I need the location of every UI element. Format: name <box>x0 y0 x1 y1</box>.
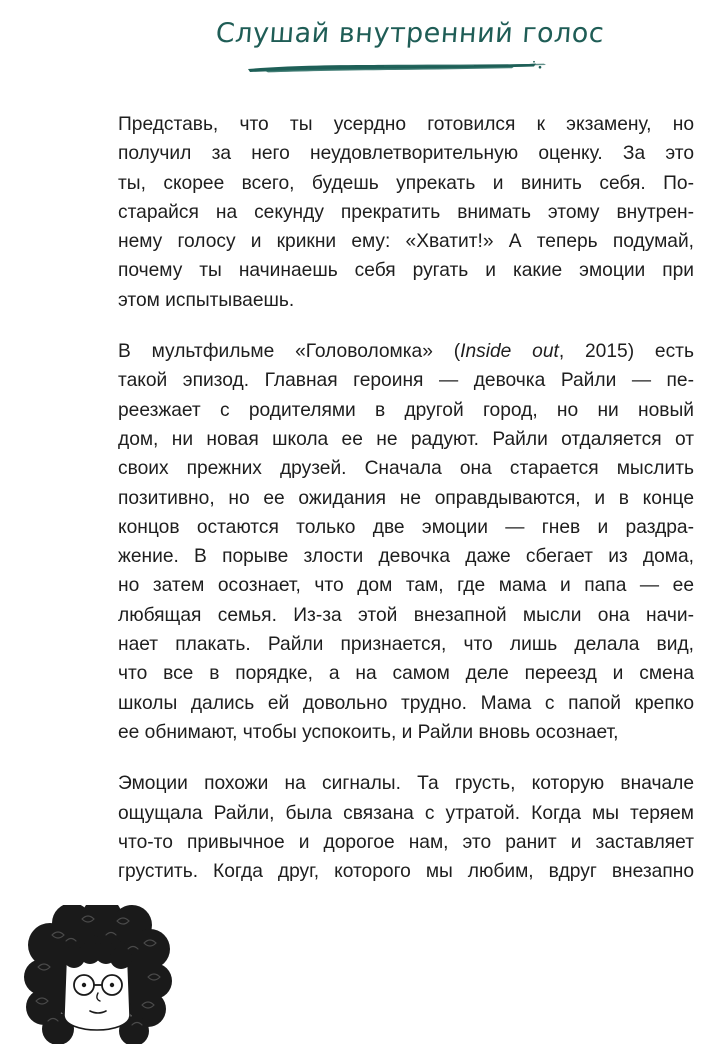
brush-underline-icon <box>244 54 550 78</box>
text-line: этом испытываешь. <box>118 289 295 311</box>
paragraph-1 <box>118 110 694 315</box>
text-line: дом, ни новая школа ее не радуют. Райли отдаляется от <box>118 428 694 450</box>
text-line: любящая семья. Из-за этой внезапной мысли она начи- <box>118 604 694 626</box>
film-title: Inside out <box>460 341 559 363</box>
section-heading: Слушай внутренний голос <box>214 18 606 49</box>
text-line <box>118 337 694 366</box>
text-line: жение. В порыве злости девочка даже сбегает из дома, <box>118 546 694 568</box>
text-line: но затем осознает, что дом там, где мама и папа — ее <box>118 575 694 597</box>
text-line: нему голосу и крикни ему: «Хватит!» А теперь подумай, <box>118 231 694 253</box>
text-line: ты, скорее всего, будешь упрекать и винить себя. По- <box>118 172 694 194</box>
body-text <box>118 110 694 908</box>
text-line: что все в порядке, а на самом деле переезд и смена <box>118 663 694 685</box>
text-line: такой эпизод. Главная героиня — девочка Райли — пе- <box>118 370 694 392</box>
text-fragment: В мультфильме «Головоломка» ( <box>118 341 461 363</box>
text-line: Эмоции похожи на сигналы. Та грусть, которую вначале <box>118 773 694 795</box>
text-line: почему ты начинаешь себя ругать и какие эмоции при <box>118 260 694 282</box>
text-line: реезжает с родителями в другой город, но ни новый <box>118 399 694 421</box>
text-fragment: , 2015) есть <box>558 341 694 363</box>
text-line: концов остаются только две эмоции — гнев и раздра- <box>118 516 694 538</box>
text-line: своих прежних друзей. Сначала она старается мыслить <box>118 458 694 480</box>
text-line: старайся на секунду прекратить внимать этому внутрен- <box>118 201 694 223</box>
text-line: позитивно, но ее ожидания не оправдываются, и в конце <box>118 487 694 509</box>
paragraph-2 <box>118 337 694 747</box>
text-line: ощущала Райли, была связана с утратой. Когда мы теряем <box>118 802 694 824</box>
text-line: школы дались ей довольно трудно. Мама с папой крепко <box>118 692 694 714</box>
text-line: нает плакать. Райли признается, что лишь делала вид, <box>118 634 694 656</box>
text-line: что-то привычное и дорогое нам, это ранит и заставляет <box>118 831 694 853</box>
text-line: Представь, что ты усердно готовился к экзамену, но <box>118 114 694 135</box>
text-line: получил за него неудовлетворительную оценку. За это <box>118 143 694 165</box>
curly-haired-girl-with-glasses-icon <box>22 905 172 1044</box>
text-line: ее обнимают, чтобы успокоить, и Райли вновь осознает, <box>118 721 619 743</box>
paragraph-3 <box>118 769 694 886</box>
text-line: грустить. Когда друг, которого мы любим, вдруг внезапно <box>118 861 694 883</box>
